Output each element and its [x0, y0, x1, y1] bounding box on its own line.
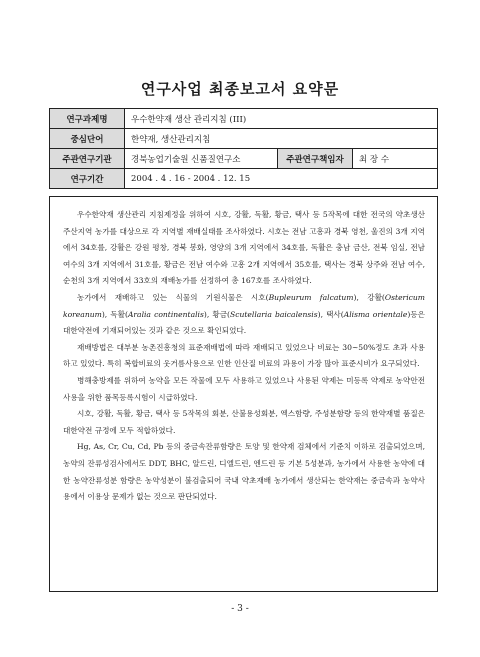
- project-label: 연구과제명: [50, 109, 125, 129]
- agency-label: 주관연구기관: [50, 149, 125, 169]
- summary-info-table: [49, 108, 438, 189]
- species-name: Scutellaria baicalensis: [230, 309, 318, 319]
- page-number: - 3 -: [231, 604, 249, 614]
- agency-value: 경북농업기술원 신품질연구소: [125, 149, 278, 169]
- manager-value: 최 장 수: [353, 149, 438, 169]
- paragraph-origin-plants: 농가에서 재배하고 있는 식물의 기원식물은 시호(Bupleurum falcatum), 강활(Ostericum koreanum), 독활(Aralia continentalis), 황금(Scutellaria baicalensis), 택사(Alisma orientale)등은 대한약전에 기재되어있는 것과 같은 것으로 확인되었다.: [63, 292, 425, 336]
- paragraph-cultivation: 재배방법은 대부분 농촌진흥청의 표준재배법에 따라 재배되고 있었으나 비료는 30~50%정도 초과 사용하고 있었다. 특히 복합비료의 웃거름사용으로 인한 인산질 비료의 과용이 가장 많아 표준시비가 요구되었다.: [63, 342, 425, 369]
- table-row: [50, 129, 438, 149]
- species-name: Ostericum koreanum: [63, 292, 425, 319]
- keyword-value: 한약재, 생산관리지침: [125, 129, 438, 149]
- period-value: 2004 . 4 . 16 - 2004 . 12. 15: [125, 169, 438, 189]
- document-title: 연구사업 최종보고서 요약문: [140, 80, 340, 98]
- table-row: [50, 149, 438, 169]
- table-row: [50, 109, 438, 129]
- summary-body-text: [63, 207, 425, 506]
- table-row: [50, 169, 438, 189]
- species-name: Aralia continentalis: [127, 309, 204, 319]
- keyword-label: 중심단어: [50, 129, 125, 149]
- paragraph-quality: 시호, 강활, 독활, 황금, 택사 등 5작목의 회분, 산불용성회분, 엑스함량, 주성분함량 등의 한약재별 품질은 대한약전 규정에 모두 적합하였다.: [63, 409, 425, 435]
- project-value: 우수한약재 생산 관리지침 (III): [125, 109, 438, 129]
- paragraph-survey: 우수한약재 생산관리 지침제정을 위하여 시호, 강활, 독활, 황금, 택사 등 5작목에 대한 전국의 약초생산 주산지역 농가를 대상으로 각 지역별 재배실태를 조사하였다. 시호는 전남 고흥과 경북 영천, 울진의 3개 지역에서 34호를, 강활은 강원 평창, 경북 봉화, 영양의 3개 지역에서 34호를, 독활은 충남 금산, 전북 임실, 전남 여수의 3개 지역에서 31호를, 황금은 전남 여수와 고흥 2개 지역에서 35호를, 택사는 경북 상주와 전남 여수, 순천의 3개 지역에서 33호의 재배농가를 선정하여 총 167호를 조사하였다.: [63, 210, 425, 286]
- paragraph-pest-control: 병해충방제를 위하여 농약을 모든 작물에 모두 사용하고 있었으나 사용된 약제는 미등록 약제로 농약안전사용을 위한 품목등록시험이 시급하였다.: [63, 375, 425, 402]
- species-name: Alisma orientale: [343, 309, 408, 319]
- paragraph-heavy-metals: Hg, As, Cr, Cu, Cd, Pb 등의 중금속잔류함량은 토양 및 한약재 검체에서 기준치 이하로 검출되었으며, 농약의 잔류성검사에서도 DDT, BHC, 알드린, 디엘드린, 엔드린 등 기본 5성분과, 농가에서 사용한 농약에 대한 농약잔류성분 함량은 농약성분이 불검출되어 국내 약초재배 농가에서 생산되는 한약재는 중금속과 농약사용에서 이용상 문제가 없는 것으로 판단되었다.: [63, 442, 425, 502]
- period-label: 연구기간: [50, 169, 125, 189]
- species-name: Bupleurum falcatum: [268, 292, 354, 302]
- manager-label: 주관연구책임자: [278, 149, 353, 169]
